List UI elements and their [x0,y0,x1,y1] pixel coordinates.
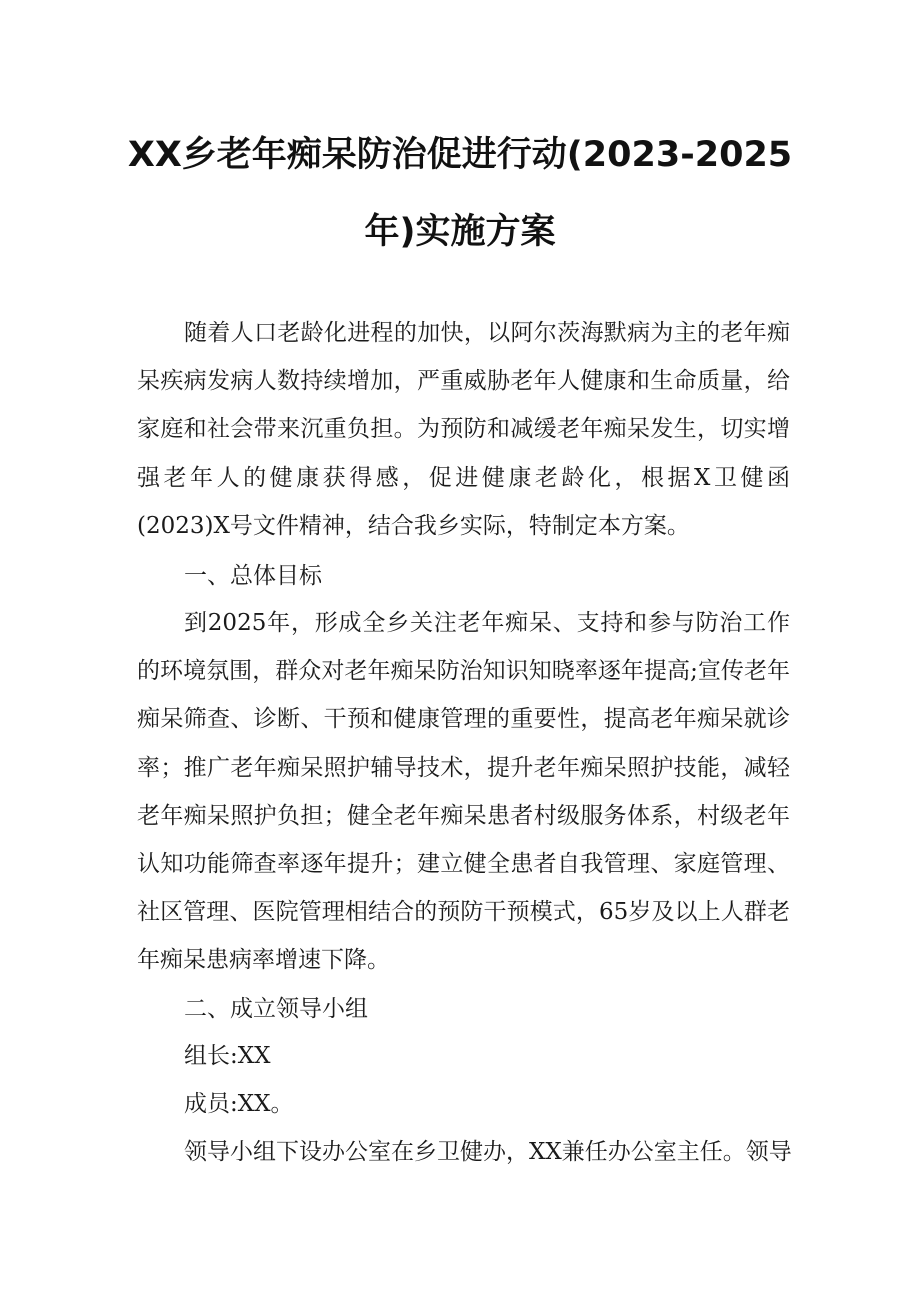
document-title-line-1: XX乡老年痴呆防治促进行动(2023-2025 [127,135,793,175]
section-heading-leadership: 二、成立领导小组 [184,996,368,1022]
document-title-line-2: 年)实施方案 [364,212,556,252]
intro-paragraph: 随着人口老龄化进程的加快，以阿尔茨海默病为主的老年痴呆疾病发病人数持续增加，严重威胁老年人健康和生命质量，给家庭和社会带来沉重负担。为预防和减缓老年痴呆发生，切实增强老年人的健康获得感，促进健康老龄化，根据X卫健函(2023)X号文件精神，结合我乡实际，特制定本方案。 [137,320,790,539]
goals-paragraph: 到2025年，形成全乡关注老年痴呆、支持和参与防治工作的环境氛围，群众对老年痴呆防治知识知晓率逐年提高;宣传老年痴呆筛查、诊断、干预和健康管理的重要性，提高老年痴呆就诊率；推广老年痴呆照护辅导技术，提升老年痴呆照护技能，减轻老年痴呆照护负担；健全老年痴呆患者村级服务体系，村级老年认知功能筛查率逐年提升；建立健全患者自我管理、家庭管理、社区管理、医院管理相结合的预防干预模式，65岁及以上人群老年痴呆患病率增速下降。 [137,610,790,974]
group-leader-line: 组长:XX [184,1043,271,1069]
office-paragraph: 领导小组下设办公室在乡卫健办，XX兼任办公室主任。领导 [184,1139,792,1165]
section-heading-goals: 一、总体目标 [184,563,322,589]
group-members-line: 成员:XX。 [184,1091,294,1117]
